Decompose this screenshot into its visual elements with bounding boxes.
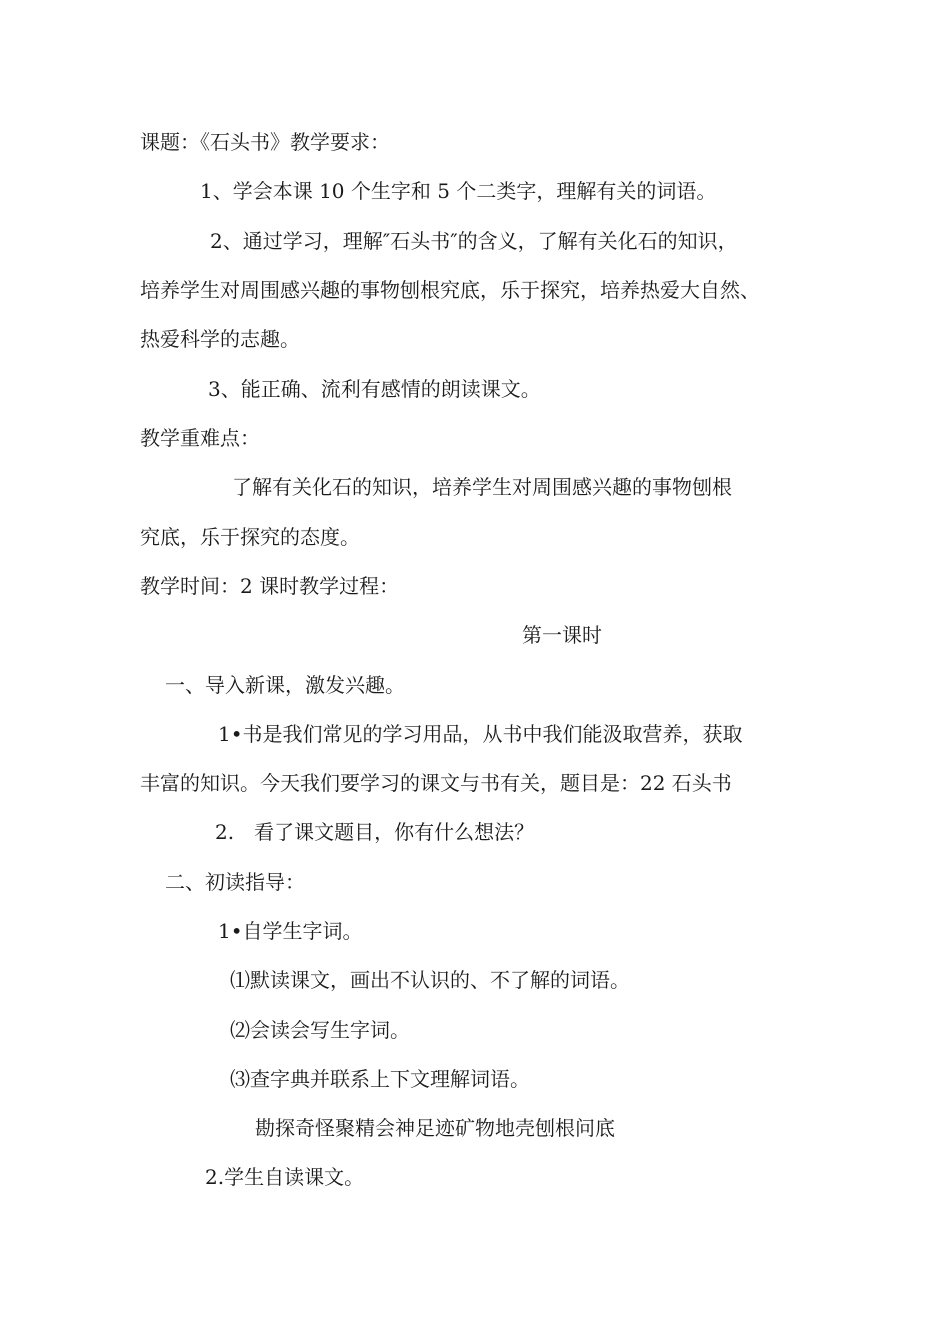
section-2-heading: 二、初读指导： (165, 870, 305, 894)
vocabulary-list: 勘探奇怪聚精会神足迹矿物地壳刨根问底 (255, 1116, 615, 1140)
teaching-time: 教学时间：2 课时教学过程： (140, 574, 400, 598)
key-points-heading: 教学重难点： (140, 426, 260, 450)
section-1-item-1: 1•书是我们常见的学习用品，从书中我们能汲取营养，获取 (218, 722, 743, 746)
key-points-text-cont: 究底，乐于探究的态度。 (140, 525, 360, 549)
sub-item-2: ⑵会读会写生字词。 (230, 1018, 410, 1042)
requirement-2-cont: 培养学生对周围感兴趣的事物刨根究底，乐于探究，培养热爱大自然、 (140, 278, 760, 302)
requirement-2-cont: 热爱科学的志趣。 (140, 327, 300, 351)
lesson-heading: 第一课时 (522, 623, 602, 647)
requirement-3: 3、能正确、流利有感情的朗读课文。 (208, 377, 541, 401)
sub-item-1: ⑴默读课文，画出不认识的、不了解的词语。 (230, 968, 630, 992)
key-points-text: 了解有关化石的知识，培养学生对周围感兴趣的事物刨根 (232, 475, 732, 499)
requirement-1: 1、学会本课 10 个生字和 5 个二类字，理解有关的词语。 (200, 179, 717, 203)
section-2-item-2: 2.学生自读课文。 (205, 1165, 365, 1189)
section-1-item-1-cont: 丰富的知识。今天我们要学习的课文与书有关，题目是：22 石头书 (140, 771, 732, 795)
title-line: 课题：《石头书》教学要求： (140, 130, 390, 154)
section-1-item-2: 2. 看了课文题目，你有什么想法？ (215, 820, 535, 844)
section-1-heading: 一、导入新课，激发兴趣。 (165, 673, 405, 697)
section-2-item-1: 1•自学生字词。 (218, 919, 363, 943)
requirement-2: 2、通过学习，理解″石头书″的含义，了解有关化石的知识， (210, 229, 738, 253)
sub-item-3: ⑶查字典并联系上下文理解词语。 (230, 1067, 530, 1091)
